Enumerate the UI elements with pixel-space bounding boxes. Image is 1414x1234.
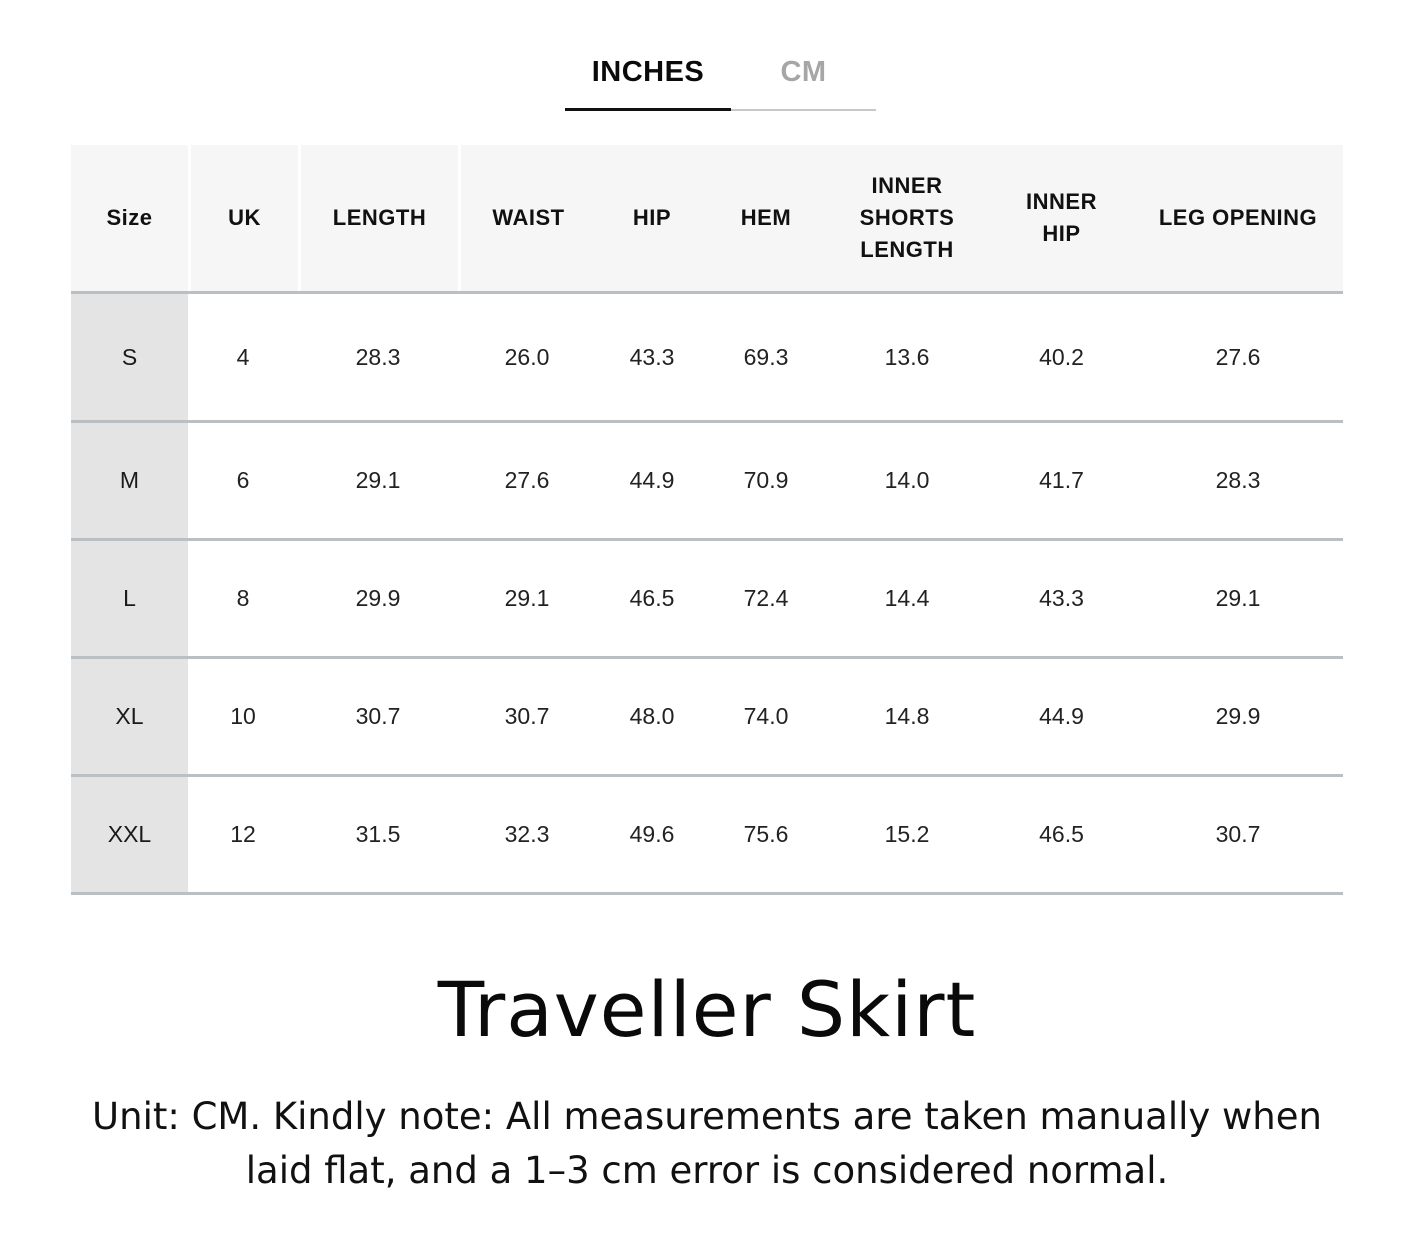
cell-leg-opening: 27.6 xyxy=(1215,343,1261,370)
cell-inner-hip: 46.5 xyxy=(1039,821,1084,847)
table-row xyxy=(71,777,1343,895)
header-length: LENGTH xyxy=(298,145,458,291)
cell-hem: 75.6 xyxy=(743,821,789,847)
header-inner-hip xyxy=(990,145,1133,291)
cell-size: XL xyxy=(71,659,188,774)
cell-size: M xyxy=(71,423,188,538)
cell-inner-hip: 44.9 xyxy=(1039,703,1084,729)
cell-size: L xyxy=(71,541,188,656)
cell-hip: 48.0 xyxy=(629,703,675,729)
header-hip: HIP xyxy=(632,205,672,230)
cell-hip: 43.3 xyxy=(629,343,675,370)
cell-inner-hip: 43.3 xyxy=(1039,585,1084,611)
cell-hip: 49.6 xyxy=(629,821,675,847)
cell-size: XXL xyxy=(71,777,188,892)
cell-length: 30.7 xyxy=(355,703,401,729)
cell-leg-opening: 28.3 xyxy=(1215,467,1261,493)
size-table xyxy=(71,145,1343,895)
cell-hem: 70.9 xyxy=(743,467,789,493)
table-header xyxy=(71,145,1343,294)
cell-inner-hip: 41.7 xyxy=(1039,467,1084,493)
header-size: Size xyxy=(106,205,153,230)
cell-hem: 74.0 xyxy=(743,703,789,729)
table-row xyxy=(71,541,1343,659)
cell-hem: 69.3 xyxy=(743,343,789,370)
cell-leg-opening: 30.7 xyxy=(1215,821,1261,847)
unit-tabs xyxy=(565,50,876,111)
cell-waist: 27.6 xyxy=(504,467,550,493)
cell-uk: 8 xyxy=(236,585,250,611)
header-uk: UK xyxy=(188,145,298,291)
table-row xyxy=(71,423,1343,541)
cell-hip: 46.5 xyxy=(629,585,675,611)
table-body xyxy=(71,294,1343,895)
measurement-note: Unit: CM. Kindly note: All measurements are taken manually when laid flat, and a 1–3 cm error is considered normal. xyxy=(92,1095,1322,1192)
cell-waist: 30.7 xyxy=(504,703,550,729)
cell-hip: 44.9 xyxy=(629,467,675,493)
cell-uk: 4 xyxy=(236,343,250,370)
cell-inner-hip: 40.2 xyxy=(1039,343,1084,370)
cell-uk: 10 xyxy=(230,703,256,729)
header-waist: WAIST xyxy=(458,145,596,291)
cell-leg-opening: 29.9 xyxy=(1215,703,1261,729)
table-row xyxy=(71,294,1343,423)
cell-inner-shorts-length: 14.4 xyxy=(884,585,930,611)
cell-uk: 6 xyxy=(236,467,250,493)
cell-leg-opening: 29.1 xyxy=(1215,585,1261,611)
cell-inner-shorts-length: 14.0 xyxy=(884,467,930,493)
header-inner-hip-text: INNER HIP xyxy=(1026,189,1097,246)
cell-waist: 32.3 xyxy=(504,821,550,847)
cell-hem: 72.4 xyxy=(743,585,789,611)
table-row xyxy=(71,659,1343,777)
cell-length: 31.5 xyxy=(355,821,401,847)
cell-size: S xyxy=(71,294,188,420)
header-leg-opening: LEG OPENING xyxy=(1158,205,1318,230)
cell-length: 28.3 xyxy=(355,343,401,370)
tab-inches[interactable]: INCHES xyxy=(565,50,731,111)
cell-waist: 29.1 xyxy=(504,585,550,611)
product-title: Traveller Skirt xyxy=(437,965,977,1054)
cell-inner-shorts-length: 13.6 xyxy=(884,343,930,370)
cell-length: 29.1 xyxy=(355,467,401,493)
cell-inner-shorts-length: 15.2 xyxy=(884,821,930,847)
header-inner-shorts-length-text: INNER SHORTS LENGTH xyxy=(859,173,955,262)
cell-waist: 26.0 xyxy=(504,343,550,370)
header-hem: HEM xyxy=(740,205,792,230)
cell-length: 29.9 xyxy=(355,585,401,611)
cell-inner-shorts-length: 14.8 xyxy=(884,703,930,729)
tab-cm[interactable]: CM xyxy=(780,56,827,88)
cell-uk: 12 xyxy=(230,821,256,847)
header-inner-shorts-length xyxy=(824,145,990,291)
